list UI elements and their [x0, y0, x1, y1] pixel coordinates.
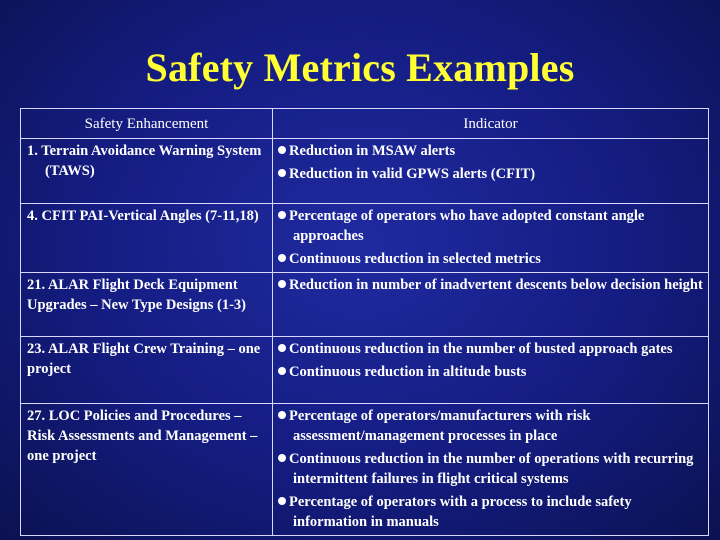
bullet-dot-icon — [278, 344, 286, 352]
enhancement-text: 4. CFIT PAI-Vertical Angles (7-11,18) — [27, 208, 259, 224]
indicator-text: Percentage of operators/manufacturers with risk assessment/management processes in place — [289, 408, 591, 444]
bullet-dot-icon — [278, 254, 286, 262]
bullet-dot-icon — [278, 169, 286, 177]
table-row — [21, 139, 709, 204]
indicator-text: Reduction in MSAW alerts — [289, 143, 456, 159]
enhancement-text: 1. Terrain Avoidance Warning System (TAWS) — [27, 143, 262, 179]
indicator-text: Reduction in number of inadvertent descents below decision height — [289, 277, 703, 293]
table-row — [21, 204, 709, 273]
table-row — [21, 273, 709, 337]
indicator-item — [278, 449, 704, 489]
indicator-text: Reduction in valid GPWS alerts (CFIT) — [289, 166, 536, 182]
enhancement-cell — [21, 273, 273, 337]
indicator-item — [278, 249, 704, 269]
indicator-item — [278, 164, 704, 184]
indicator-text: Continuous reduction in selected metrics — [289, 251, 541, 267]
bullet-dot-icon — [278, 211, 286, 219]
indicator-item — [278, 492, 704, 532]
indicator-text: Continuous reduction in the number of operations with recurring intermittent failures in flight critical systems — [289, 451, 694, 487]
indicator-text: Percentage of operators with a process to include safety information in manuals — [289, 494, 632, 530]
table-row — [21, 404, 709, 536]
bullet-dot-icon — [278, 280, 286, 288]
indicator-text: Continuous reduction in the number of busted approach gates — [289, 341, 673, 357]
table-header-row — [21, 109, 709, 139]
enhancement-text: 23. ALAR Flight Crew Training – one project — [27, 341, 261, 377]
indicator-text: Continuous reduction in altitude busts — [289, 364, 527, 380]
bullet-dot-icon — [278, 411, 286, 419]
indicator-cell — [273, 273, 709, 337]
enhancement-cell — [21, 204, 273, 273]
indicator-cell — [273, 204, 709, 273]
bullet-dot-icon — [278, 497, 286, 505]
bullet-dot-icon — [278, 454, 286, 462]
indicator-cell — [273, 404, 709, 536]
metrics-table — [20, 108, 709, 536]
slide-title: Safety Metrics Examples — [145, 45, 575, 90]
indicator-cell — [273, 139, 709, 204]
enhancement-cell — [21, 337, 273, 404]
enhancement-text: 27. LOC Policies and Procedures – Risk Assessments and Management – one project — [27, 408, 258, 464]
indicator-item — [278, 141, 704, 161]
indicator-cell — [273, 337, 709, 404]
indicator-item — [278, 206, 704, 246]
table-row — [21, 337, 709, 404]
indicator-item — [278, 362, 704, 382]
indicator-item — [278, 406, 704, 446]
header-safety-enhancement: Safety Enhancement — [21, 109, 273, 139]
enhancement-text: 21. ALAR Flight Deck Equipment Upgrades – New Type Designs (1-3) — [27, 277, 246, 313]
indicator-item — [278, 275, 704, 295]
enhancement-cell — [21, 139, 273, 204]
indicator-item — [278, 339, 704, 359]
enhancement-cell — [21, 404, 273, 536]
bullet-dot-icon — [278, 367, 286, 375]
indicator-text: Percentage of operators who have adopted constant angle approaches — [289, 208, 645, 244]
header-indicator: Indicator — [273, 109, 709, 139]
bullet-dot-icon — [278, 146, 286, 154]
